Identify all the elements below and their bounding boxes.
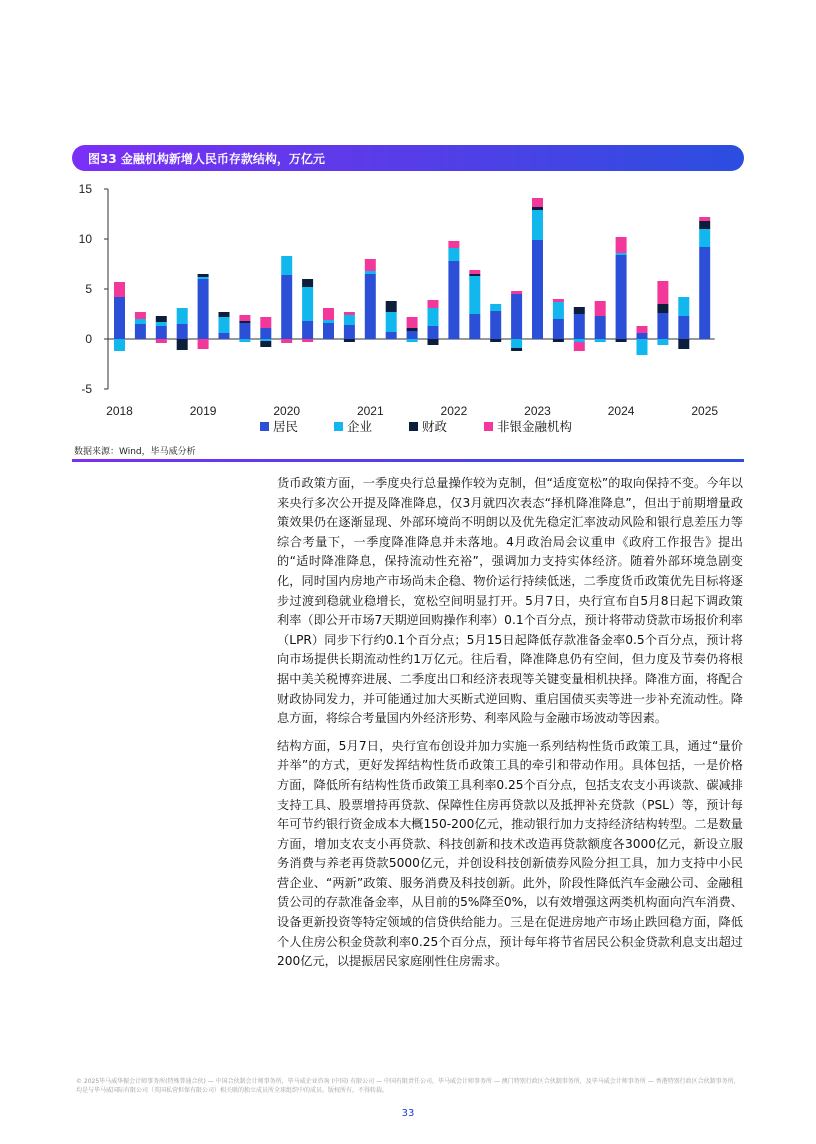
bar-segment: [657, 339, 668, 345]
footer-disclaimer: © 2025毕马威华振会计师事务所(特殊普通合伙) — 中国合伙制会计师事务所，毕马威企业咨询 (中国) 有限公司 — 中国有限责任公司，毕马威会计师事务所 — 澳门特别行政区合伙制事务所，及毕马威会计师事务所 — 香港特别行政区合伙制事务所，均是与毕马威国际有限公司（英国私营担保有限公司）相关联的独立成员所全球组织中的成员。版权所有，不得转载。: [76, 1078, 740, 1094]
x-tick-label: 2025: [691, 404, 719, 418]
bar-segment: [386, 301, 397, 312]
y-tick-label: 10: [78, 232, 92, 246]
bar-segment: [407, 317, 418, 328]
bar-segment: [281, 339, 292, 343]
legend-label: 财政: [422, 419, 448, 434]
bar-segment: [386, 332, 397, 339]
bar-segment: [239, 339, 250, 342]
bar-segment: [574, 339, 585, 342]
bar-segment: [469, 270, 480, 274]
bar-segment: [616, 237, 627, 253]
bar-segment: [239, 315, 250, 321]
bar-segment: [448, 248, 459, 261]
bar-segment: [198, 279, 209, 339]
bar-segment: [281, 256, 292, 275]
bar-segment: [344, 312, 355, 315]
bar-segment: [177, 324, 188, 339]
bar-segment: [219, 312, 230, 317]
bar-segment: [616, 339, 627, 342]
section-divider: [72, 459, 744, 462]
y-tick-label: 0: [85, 332, 92, 346]
bar-segment: [302, 339, 313, 342]
bar-segment: [490, 339, 501, 342]
bar-segment: [532, 240, 543, 339]
body-text: [277, 474, 743, 980]
bar-segment: [574, 314, 585, 339]
bar-segment: [469, 314, 480, 339]
bar-segment: [553, 302, 564, 319]
x-tick-label: 2023: [524, 404, 551, 418]
bar-segment: [177, 308, 188, 324]
bar-segment: [699, 221, 710, 229]
x-tick-label: 2021: [356, 404, 384, 418]
bar-segment: [595, 316, 606, 339]
bar-segment: [511, 291, 522, 294]
bar-segment: [260, 341, 271, 347]
bar-segment: [574, 307, 585, 314]
bar-segment: [156, 326, 167, 339]
bar-segment: [490, 311, 501, 339]
y-tick-label: 5: [85, 282, 92, 296]
bar-segment: [323, 308, 334, 320]
bar-segment: [469, 274, 480, 276]
bar-segment: [428, 326, 439, 339]
bar-segment: [637, 326, 648, 333]
bar-segment: [553, 339, 564, 342]
bar-segment: [511, 339, 522, 348]
bar-segment: [302, 321, 313, 339]
bar-segment: [616, 255, 627, 339]
figure-title-bar: [72, 145, 744, 171]
bar-segment: [678, 297, 689, 316]
bar-segment: [428, 300, 439, 308]
bar-segment: [428, 339, 439, 345]
legend-swatch: [484, 422, 493, 431]
y-tick-label: -5: [81, 382, 92, 396]
bar-segment: [135, 324, 146, 339]
legend-label: 企业: [347, 419, 373, 434]
bar-segment: [637, 339, 648, 355]
bar-segment: [595, 301, 606, 316]
x-tick-label: 2018: [106, 404, 133, 418]
bar-segment: [156, 316, 167, 322]
paragraph-structural-tools: 结构方面，5月7日，央行宣布创设并加力实施一系列结构性货币政策工具，通过“量价并举”的方式，更好发挥结构性货币政策工具的牵引和带动作用。具体包括，一是价格方面，降低所有结构性货币政策工具利率0.25个百分点，包括支农支小再谈款、碳减排支持工具、股票增持再贷款、保障性住房再贷款以及抵押补充贷款（PSL）等，预计每年可节约银行资金成本大概150-200亿元，推动银行加力支持经济结构转型。二是数量方面，增加支农支小再贷款、科技创新和技术改造再贷款额度各3000亿元，新设立服务消费与养老再贷款5000亿元，并创设科技创新债券风险分担工具，加力支持中小民营企业、“两新”政策、服务消费及科技创新。此外，阶段性降低汽车金融公司、金融租赁公司的存款准备金率，从目前的5%降至0%，以有效增强这两类机构面向汽车消费、设备更新投资等特定领域的信贷供给能力。三是在促进房地产市场止跌回稳方面，降低个人住房公积金贷款利率0.25个百分点，预计每年将节省居民公积金贷款利息支出超过200亿元，以提振居民家庭刚性住房需求。: [277, 738, 743, 969]
bar-segment: [657, 313, 668, 339]
bar-segment: [532, 207, 543, 210]
bar-segment: [428, 308, 439, 326]
bar-segment: [219, 317, 230, 333]
bar-segment: [553, 319, 564, 339]
bar-segment: [490, 304, 501, 311]
bar-segment: [448, 241, 459, 248]
bar-segment: [657, 304, 668, 313]
x-tick-label: 2024: [607, 404, 635, 418]
bar-segment: [448, 261, 459, 339]
bar-segment: [511, 294, 522, 339]
bar-segment: [699, 217, 710, 221]
bar-segment: [469, 276, 480, 314]
bar-segment: [114, 339, 125, 351]
bar-segment: [532, 198, 543, 207]
paragraph-monetary-policy: 货币政策方面，一季度央行总量操作较为克制，但“适度宽松”的取向保持不变。今年以来央行多次公开提及降准降息，仅3月就四次表态“择机降准降息”，但出于前期增量政策效果仍在逐渐显现、外部环境尚不明朗以及优先稳定汇率波动风险和银行息差压力等综合考量下，一季度降准降息并未落地。4月政治局会议重申《政府工作报告》提出的“适时降准降息，保持流动性充裕”，强调加力支持实体经济。随着外部环境急剧变化，同时国内房地产市场尚未企稳、物价运行持续低迷，二季度货币政策优先目标将逐步过渡到稳就业稳增长，宽松空间明显打开。5月7日，央行宣布自5月8日起下调政策利率（即公开市场7天期逆回购操作利率）0.1个百分点，预计将带动贷款市场报价利率（LPR）同步下行约0.1个百分点；5月15日起降低存款准备金率0.5个百分点，预计将向市场提供长期流动性约1万亿元。往后看，降准降息仍有空间，但力度及节奏仍将根据中美关税博弈进展、二季度出口和经济表现等关键变量相机抉择。降准方面，将配合财政协同发力，并可能通过加大买断式逆回购、重启国债买卖等进一步补充流动性。降息方面，将综合考量国内外经济形势、利率风险与金融市场波动等因素。: [277, 476, 743, 726]
bar-segment: [386, 312, 397, 332]
bar-segment: [219, 333, 230, 339]
bar-segment: [511, 348, 522, 351]
bar-segment: [177, 339, 188, 350]
bar-segment: [595, 339, 606, 342]
x-tick-label: 2020: [273, 404, 301, 418]
bar-segment: [239, 321, 250, 323]
bar-segment: [302, 279, 313, 287]
bar-segment: [365, 274, 376, 339]
bar-segment: [260, 339, 271, 341]
bar-segment: [657, 281, 668, 304]
bar-segment: [302, 287, 313, 321]
bar-segment: [678, 339, 689, 349]
bar-segment: [344, 325, 355, 339]
deposit-structure-chart: [72, 176, 744, 442]
bar-segment: [365, 271, 376, 274]
bar-segment: [407, 328, 418, 331]
x-tick-label: 2019: [189, 404, 217, 418]
x-tick-label: 2022: [440, 404, 468, 418]
bar-segment: [114, 282, 125, 297]
bar-segment: [365, 259, 376, 271]
bar-segment: [553, 299, 564, 302]
bar-segment: [323, 323, 334, 339]
bar-segment: [323, 320, 334, 323]
legend-swatch: [334, 422, 343, 431]
y-tick-label: 15: [78, 182, 92, 196]
bar-segment: [574, 342, 585, 351]
bar-segment: [532, 210, 543, 240]
bar-segment: [407, 339, 418, 342]
bar-segment: [135, 319, 146, 324]
bar-segment: [156, 339, 167, 343]
legend-label: 非银金融机构: [497, 419, 573, 434]
page-number: 33: [401, 1108, 415, 1119]
bar-segment: [156, 322, 167, 326]
bar-segment: [198, 339, 209, 349]
legend-swatch: [409, 422, 418, 431]
bar-segment: [198, 274, 209, 277]
bar-segment: [281, 275, 292, 339]
bar-segment: [344, 315, 355, 325]
figure-title: 图33 金融机构新增人民币存款结构，万亿元: [88, 152, 325, 166]
bar-segment: [135, 312, 146, 319]
bar-segment: [344, 339, 355, 342]
bar-segment: [616, 253, 627, 255]
bar-segment: [260, 317, 271, 328]
legend-swatch: [260, 422, 269, 431]
bar-segment: [699, 247, 710, 339]
bar-segment: [678, 316, 689, 339]
bar-segment: [699, 229, 710, 247]
bar-segment: [198, 277, 209, 279]
data-source: 数据来源：Wind，毕马威分析: [74, 447, 196, 457]
bar-segment: [637, 333, 648, 339]
bar-segment: [407, 331, 418, 339]
bar-segment: [260, 328, 271, 339]
bar-segment: [239, 323, 250, 339]
bar-segment: [114, 297, 125, 339]
legend-label: 居民: [273, 419, 299, 434]
